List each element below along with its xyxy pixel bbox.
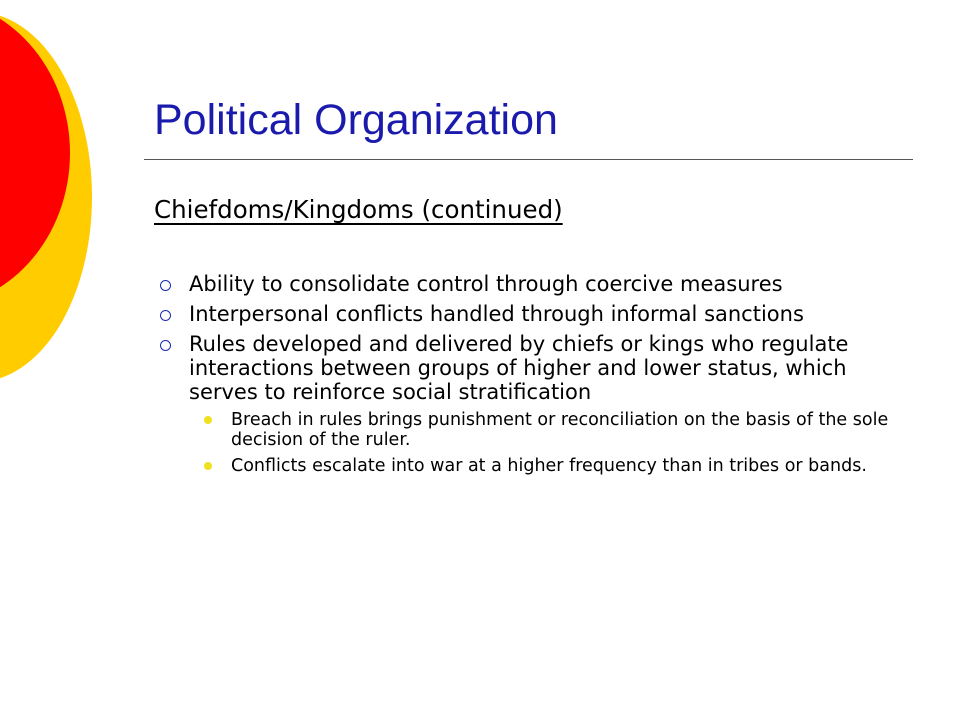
title-divider — [144, 159, 913, 160]
bullet-item — [157, 332, 897, 476]
bullet-text: Rules developed and delivered by chiefs or kings who regulate interactions between groups of higher and lower status, which serves to reinforce social stratification — [189, 332, 849, 404]
sub-bullet-item — [199, 410, 897, 450]
bullet-text: Interpersonal conflicts handled through informal sanctions — [189, 302, 804, 326]
slide-subtitle: Chiefdoms/Kingdoms (continued) — [154, 195, 563, 224]
bullet-item — [157, 302, 897, 326]
bullet-text: Ability to consolidate control through coercive measures — [189, 272, 783, 296]
bullet-item — [157, 272, 897, 296]
sub-bullet-list — [189, 410, 897, 476]
yellow-dot-bullet-icon — [204, 416, 212, 424]
hollow-circle-bullet-icon — [160, 310, 171, 321]
bullet-list — [157, 272, 897, 482]
sub-bullet-text: Breach in rules brings punishment or reconciliation on the basis of the sole decision of the ruler. — [231, 410, 889, 450]
hollow-circle-bullet-icon — [160, 280, 171, 291]
hollow-circle-bullet-icon — [160, 340, 171, 351]
slide-title: Political Organization — [154, 96, 558, 144]
sub-bullet-text: Conflicts escalate into war at a higher frequency than in tribes or bands. — [231, 456, 867, 476]
yellow-dot-bullet-icon — [204, 462, 212, 470]
sub-bullet-item — [199, 456, 897, 476]
